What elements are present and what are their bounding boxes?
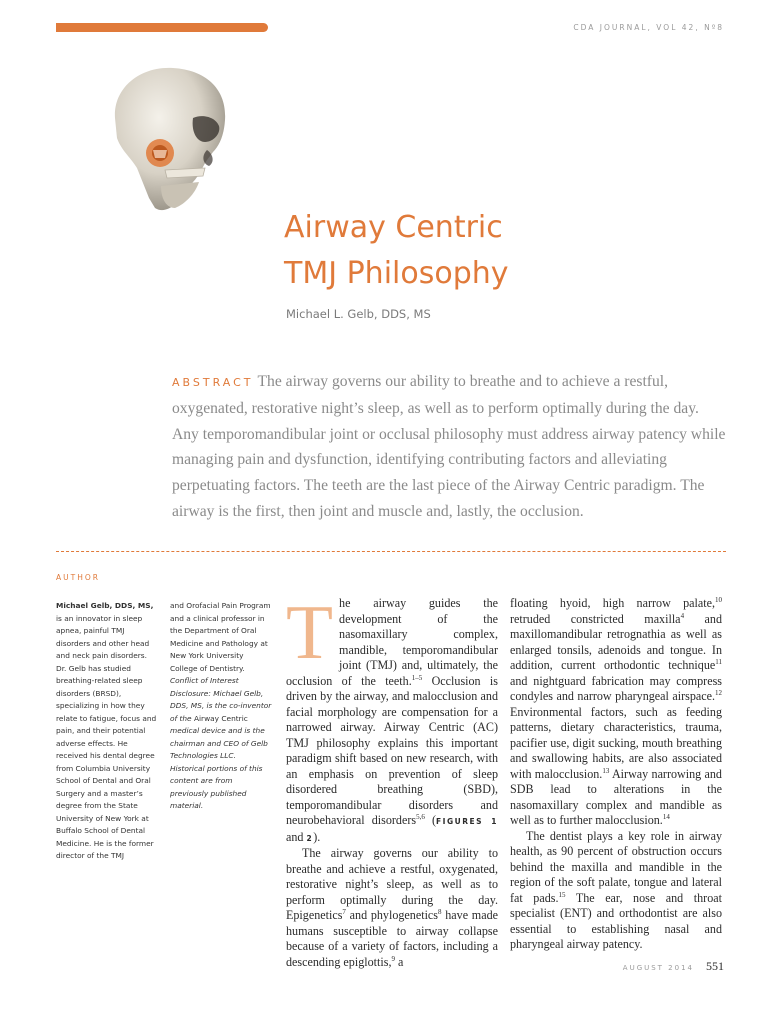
drop-cap: T [286,589,334,675]
body-paragraph [510,596,722,829]
citation: 4 [680,611,685,620]
figure-reference: FIGURES 1 [436,817,498,826]
author-bio-continued: and Orofacial Pain Program and a clinical professor in the Department of Oral Medicine and Pathology at New York University College of Dentistry. [170,601,271,673]
citation: 11 [715,657,722,666]
article-title [284,205,509,297]
conflict-text-rest: medical device and is the chairman and CEO of Gelb Technologies LLC. Historical portions of this content are from previously published material. [170,726,268,810]
body-text: he airway guides the development of the nasomaxillary complex, mandible, temporomandibular joint (TMJ) and, ultimately, the occlusion of the teeth. [286,596,498,688]
article-title-line-1: Airway Centric [284,210,503,245]
body-text: and maxillomandibular retrognathia as well as enlarged tonsils, adenoids and tongue. In addition, current orthodontic technique [510,611,722,672]
body-text: Environmental factors, such as feeding patterns, dietary characteristics, trauma, pacifier use, digit sucking, mouth breathing and swallowing habits, are also associated with malocclusion. [510,704,722,781]
footer-issue-date: AUGUST 2014 [622,964,694,972]
citation: 14 [662,812,670,821]
citation: 5,6 [416,812,425,821]
article-title-line-2: TMJ Philosophy [284,256,509,291]
body-column-2 [510,596,722,953]
body-text: The dentist plays a key role in airway health, as 90 percent of obstruction occurs behind the maxilla and mandible in the region of the soft palate, tongue and lateral fat pads. [510,828,722,905]
body-text: retruded constricted maxilla [510,611,681,626]
citation: 12 [715,688,722,697]
body-text: ( [424,813,437,827]
body-paragraph [510,829,722,953]
citation: 10 [715,595,722,604]
body-text: and phylogenetics [345,908,439,922]
body-text: The ear, nose and throat specialist (ENT) and orthodontist are also essential to establishing nasal and pharyngeal airway patency. [510,890,722,951]
header-accent-bar [56,23,268,32]
citation: 9 [391,954,395,963]
citation: 7 [342,907,346,916]
body-text: The airway governs our ability to breathe and achieve a restful, oxygenated, restorative night’s sleep, as well as to perform optimally during the day. Epigenetics [286,846,498,922]
body-column-1 [286,589,499,970]
conflict-disclosure [170,676,271,810]
section-divider [56,551,726,552]
journal-running-head: CDA JOURNAL, VOL 42, Nº8 [573,23,724,32]
author-name: Michael Gelb, DDS, MS, [56,601,154,610]
author-bio-text: is an innovator in sleep apnea, painful TMJ disorders and other head and neck pain disorders. Dr. Gelb has studied breathing-related sleep disorders (BRSD), specializing in how they relate to fatigue, focus and pain, and their potential adverse effects. He received his dental degree from Columbia University School of Dental and Oral Surgery and a master’s degree from the State University of New York at Buffalo School of Dental Medicine. He is the former director of the TMJ [56,613,157,860]
figure-reference: 2 [306,833,314,843]
citation: 15 [558,890,566,899]
citation: 8 [438,907,442,916]
conflict-device-name: Airway Centric [193,713,248,723]
conflict-text: Conflict of Interest Disclosure: Michael Gelb, DDS, MS, is the co-inventor of the [170,676,272,723]
body-paragraph [286,846,498,970]
author-heading: AUTHOR [56,573,100,582]
body-text: Airway narrowing and SDB lead to alterations in the nasomaxillary complex and mandible as well as to further malocclusion. [510,766,722,827]
author-bio-column-2 [170,600,272,813]
author-bio-column-1 [56,600,158,863]
skull-illustration [95,58,255,218]
body-text: Occlusion is driven by the airway, and malocclusion and facial morphology are compensation for a narrowed airway. Airway Centric (AC) TMJ philosophy explains this important paradigm shift based on new research, with an emphasis on prevention of sleep disordered breathing (SBD), temporomandibular disorders and neurobehavioral disorders [286,673,499,827]
body-text: and nightguard fabrication may compress condyles and narrow pharyngeal airspace. [510,673,722,703]
abstract [172,369,728,525]
body-text: have made humans susceptible to airway collapse because of a variety of factors, including a descending epiglottis, [286,908,498,969]
abstract-text: The airway governs our ability to breathe and to achieve a restful, oxygenated, restorative night’s sleep, as well as to perform optimally during the day. Any temporomandibular joint or occlusal philosophy must address airway patency while managing pain and dysfunction, identifying contributing factors and alleviating perpetuating factors. The teeth are the last piece of the Airway Centric paradigm. The airway is the first, then joint and muscle and, lastly, the occlusion. [172,373,726,520]
body-text: floating hyoid, high narrow palate, [510,596,715,610]
citation: 13 [602,766,610,775]
abstract-label: ABSTRACT [172,376,254,389]
body-text: a [394,954,404,969]
body-text: ). [313,829,321,844]
citation: 1–5 [411,673,423,682]
page-number: 551 [706,959,724,973]
body-text: and [286,829,307,844]
body-paragraph [286,589,499,846]
article-byline: Michael L. Gelb, DDS, MS [286,307,431,321]
